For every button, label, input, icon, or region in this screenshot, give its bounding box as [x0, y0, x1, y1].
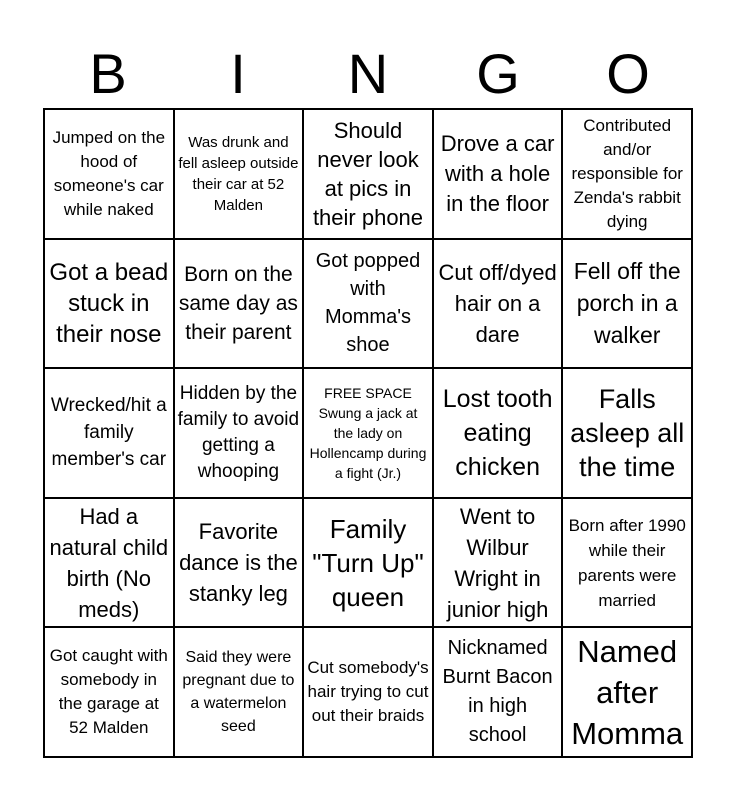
free-space-cell[interactable]: [303, 368, 433, 498]
bingo-cell[interactable]: [303, 498, 433, 628]
cell-text: Cut somebody's hair trying to cut out their braids: [307, 658, 429, 726]
bingo-cell[interactable]: [174, 109, 304, 239]
cell-text: Family "Turn Up" queen: [312, 513, 424, 612]
bingo-cell[interactable]: [303, 627, 433, 757]
cell-text: Fell off the porch in a walker: [573, 258, 681, 349]
cell-text: Said they were pregnant due to a watermelon seed: [182, 649, 295, 736]
cell-text: Named after Momma: [571, 633, 684, 751]
header-letter-o: O: [606, 42, 650, 105]
cell-text: Wrecked/hit a family member's car: [50, 395, 167, 471]
header-letter-i: I: [230, 42, 246, 105]
bingo-header: [43, 40, 693, 108]
cell-text: Had a natural child birth (No meds): [49, 503, 169, 622]
bingo-cell[interactable]: [562, 627, 692, 757]
header-letter-n: N: [347, 42, 389, 105]
cell-text: Contributed and/or responsible for Zenda's rabbit dying: [571, 115, 683, 231]
bingo-cell[interactable]: [44, 498, 174, 628]
bingo-cell[interactable]: [562, 109, 692, 239]
cell-text: Got popped with Momma's shoe: [315, 250, 421, 357]
cell-text: Should never look at pics in their phone: [312, 117, 424, 230]
bingo-cell[interactable]: [562, 368, 692, 498]
cell-text: Born on the same day as their parent: [178, 262, 298, 344]
cell-text: Lost tooth eating chicken: [442, 384, 553, 481]
bingo-cell[interactable]: [44, 627, 174, 757]
bingo-cell[interactable]: [174, 627, 304, 757]
bingo-cell[interactable]: [433, 109, 563, 239]
bingo-cell[interactable]: [433, 627, 563, 757]
bingo-board: [43, 108, 693, 758]
cell-text: Favorite dance is the stanky leg: [179, 519, 298, 607]
cell-text: Jumped on the hood of someone's car while naked: [52, 127, 166, 219]
bingo-cell[interactable]: [174, 239, 304, 369]
bingo-cell[interactable]: [303, 239, 433, 369]
cell-text: Went to Wilbur Wright in junior high: [446, 503, 549, 622]
bingo-cell[interactable]: [44, 368, 174, 498]
cell-text: Nicknamed Burnt Bacon in high school: [442, 637, 553, 747]
bingo-cell[interactable]: [174, 498, 304, 628]
header-letter-b: B: [89, 42, 127, 105]
cell-text: Born after 1990 while their parents were married: [568, 515, 686, 610]
cell-text: Falls asleep all the time: [570, 383, 685, 482]
cell-text: Drove a car with a hole in the floor: [440, 130, 555, 216]
cell-text: Got caught with somebody in the garage at 52 Malden: [49, 646, 168, 738]
cell-text: FREE SPACE Swung a jack at the lady on Hollencamp during a fight (Jr.): [309, 384, 427, 481]
bingo-cell[interactable]: [303, 109, 433, 239]
bingo-cell[interactable]: [174, 368, 304, 498]
bingo-cell[interactable]: [433, 239, 563, 369]
bingo-cell[interactable]: [562, 239, 692, 369]
bingo-cell[interactable]: [433, 368, 563, 498]
bingo-cell[interactable]: [44, 239, 174, 369]
bingo-cell[interactable]: [562, 498, 692, 628]
cell-text: Hidden by the family to avoid getting a whooping: [177, 382, 300, 482]
cell-text: Was drunk and fell asleep outside their car at 52 Malden: [178, 133, 299, 214]
bingo-cell[interactable]: [44, 109, 174, 239]
header-letter-g: G: [476, 42, 520, 105]
bingo-cell[interactable]: [433, 498, 563, 628]
cell-text: Got a bead stuck in their nose: [49, 258, 169, 348]
cell-text: Cut off/dyed hair on a dare: [438, 259, 557, 347]
